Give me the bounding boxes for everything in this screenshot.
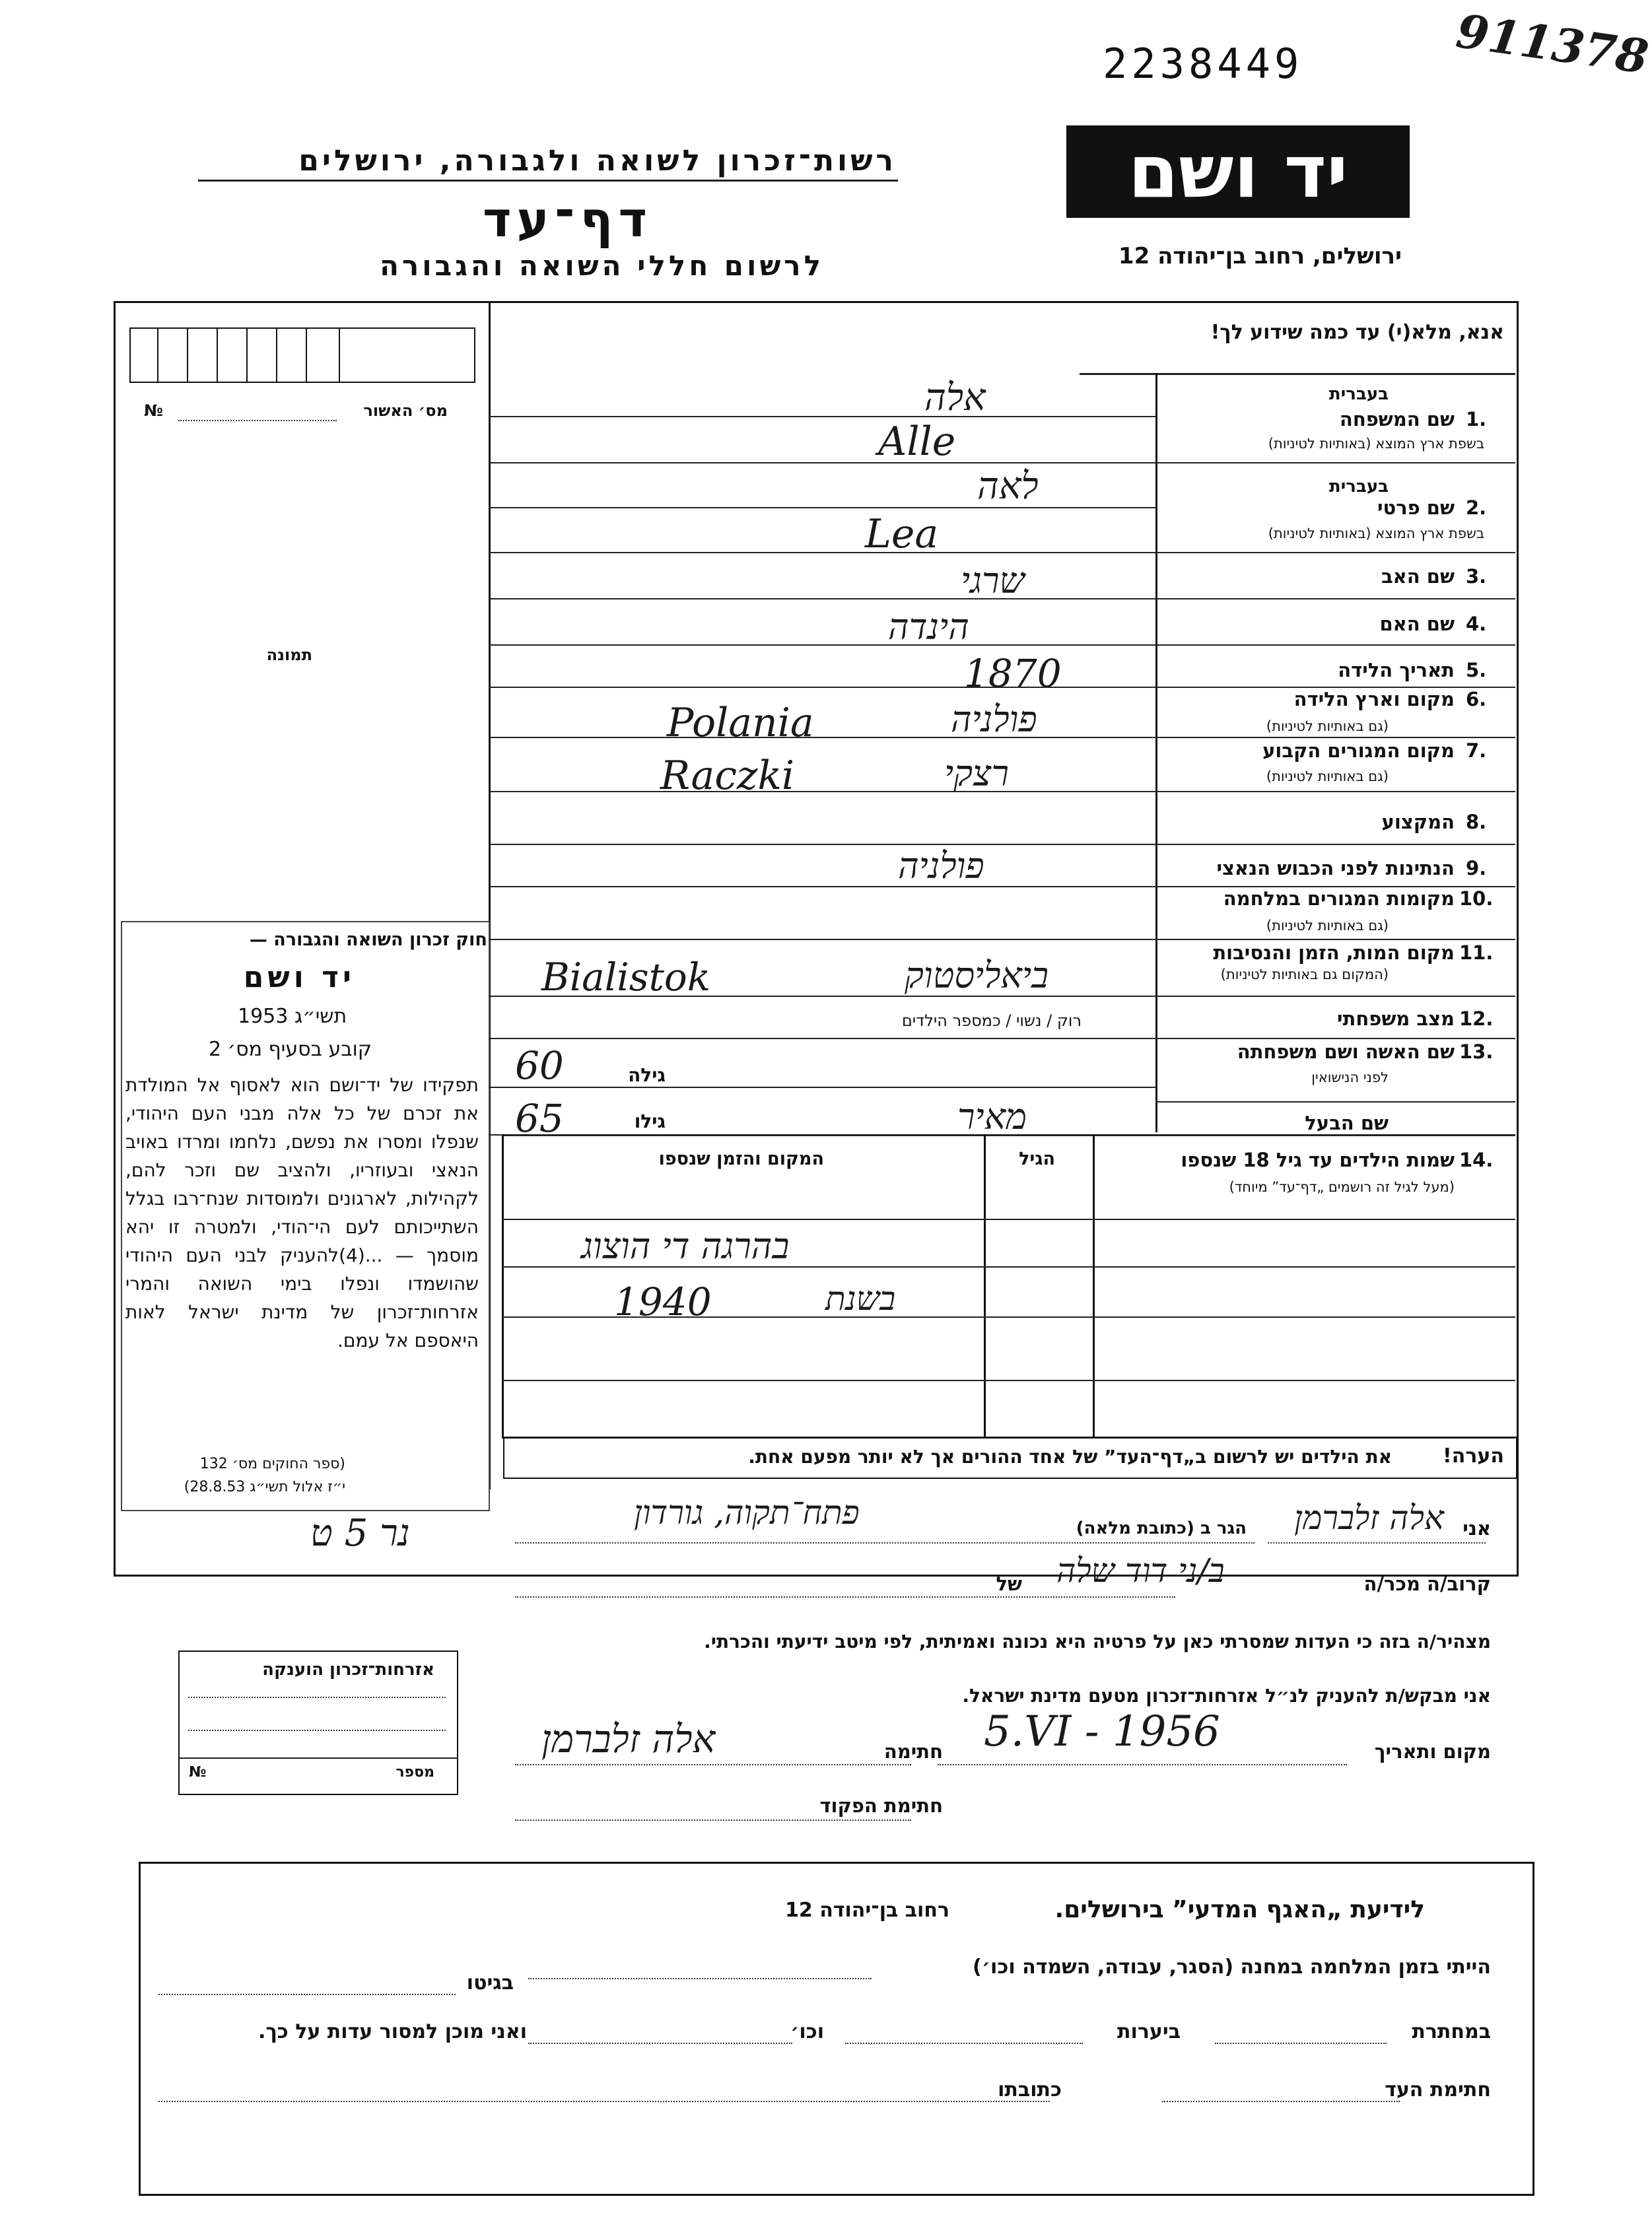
- f9-num: 9.: [1466, 857, 1487, 879]
- husband-age-label: גילו: [634, 1110, 666, 1132]
- institution-name: רשות־זכרון לשואה ולגבורה, ירושלים: [298, 144, 897, 178]
- f1-sub: בשפת ארץ המוצא (באותיות לטיניות): [1268, 436, 1484, 452]
- law-source-2: י״ז אלול תשי״ג 28.8.53): [184, 1479, 345, 1495]
- f7-label: מקום המגורים הקבוע: [1262, 739, 1455, 762]
- f7-sub: (גם באותיות לטיניות): [1266, 768, 1389, 784]
- law-clause: קובע בסעיף מס׳ 2: [209, 1038, 372, 1061]
- header-divider: [1080, 373, 1515, 375]
- decl-declarant: אלה זלברמן: [1294, 1499, 1444, 1537]
- citizenship-number-label: מספר: [396, 1764, 434, 1781]
- children-top-line: [502, 1134, 1515, 1136]
- f2-value-lat: Lea: [865, 511, 939, 557]
- children-num: 14.: [1459, 1149, 1494, 1171]
- children-col-place-label: המקום והזמן שנספו: [658, 1149, 824, 1169]
- f13-age-value: 60: [515, 1043, 564, 1088]
- decl-officer-line: [515, 1820, 911, 1821]
- husband-label: שם הבעל: [1305, 1112, 1389, 1134]
- decl-statement: מצהיר/ה בזה כי העדות שמסרתי כאן על פרטיה היא נכונה ואמיתית, לפי מיטב ידיעתי והכרתי.: [704, 1631, 1491, 1652]
- children-row-3: [502, 1380, 1515, 1381]
- decl-address-line: [515, 1542, 1255, 1544]
- approval-label: מס׳ האשור: [363, 401, 448, 420]
- f11-label: מקום המות, הזמן והנסיבות: [1213, 941, 1455, 964]
- decl-officer-label: חתימת הפקוד: [819, 1794, 943, 1817]
- row-sep-f2: [1155, 462, 1515, 463]
- children-subtitle: (מעל לגיל זה רושמים „דף־עד” מיוחד): [1229, 1179, 1455, 1195]
- f13-num: 13.: [1459, 1040, 1494, 1063]
- law-year: תשי״ג 1953: [238, 1005, 347, 1028]
- citizenship-line-1: [188, 1697, 446, 1698]
- form-subtitle: לרשום חללי השואה והגבורה: [380, 250, 824, 282]
- footer-address-label: כתובתו: [998, 2078, 1062, 2101]
- f3-label: שם האב: [1381, 565, 1455, 588]
- decl-shel: של: [996, 1573, 1022, 1595]
- husband-value: מאיר: [957, 1096, 1027, 1138]
- f3-value: שרגי: [961, 560, 1025, 601]
- f11-sub: (המקום גם באותיות לטיניות): [1220, 967, 1389, 982]
- f11-value-heb: ביאליסטוק: [905, 955, 1049, 996]
- law-source-1: (ספר החוקים מס׳ 132: [199, 1456, 345, 1472]
- footer-etc: וכו׳: [790, 2020, 824, 2043]
- doc-number: 2238449: [1103, 40, 1303, 88]
- law-title: חוק זכרון השואה והגבורה —: [249, 930, 487, 950]
- label-column-divider: [1155, 373, 1157, 1132]
- value-line-1: [489, 416, 1155, 417]
- f10-label: מקומות המגורים במלחמה: [1223, 887, 1455, 910]
- value-line-10: [489, 844, 1155, 845]
- f7-value-heb: רצקי: [944, 753, 1009, 794]
- footer-address: רחוב בן־יהודה 12: [785, 1899, 949, 1922]
- footer-underground: במחתרת: [1412, 2020, 1491, 2043]
- citizenship-no: №: [189, 1764, 207, 1781]
- f10-sub: (גם באותיות לטיניות): [1266, 918, 1389, 934]
- value-line-3: [489, 507, 1155, 508]
- footer-address-fill: [158, 2101, 1050, 2102]
- f2-heb: בעברית: [1328, 477, 1389, 496]
- footer-ready: ואני מוכן למסור עדות על כך.: [258, 2020, 527, 2043]
- footer-ghetto-fill: [158, 1994, 456, 1995]
- f8-label: המקצוע: [1381, 811, 1455, 833]
- value-line-15: [489, 1087, 1155, 1088]
- f12-options: רוק / נשוי / כמספר הילדים: [901, 1011, 1082, 1030]
- decl-signature-line: [515, 1764, 911, 1765]
- value-line-14: [489, 1038, 1155, 1039]
- children-date-value: 1940: [614, 1279, 712, 1324]
- decl-resident: הגר ב (כתובת מלאה): [1076, 1518, 1247, 1538]
- footer-line1-fill: [528, 1978, 872, 1979]
- institution-underline: [198, 180, 898, 182]
- decl-relation: ב/ני דוד שלה: [1056, 1551, 1225, 1590]
- f2-num: 2.: [1466, 496, 1487, 519]
- f5-value: 1870: [964, 651, 1062, 696]
- f13-age-label: גילה: [628, 1064, 666, 1086]
- f6-value-lat: Polania: [667, 700, 814, 746]
- decl-place-date-value: 5.VI - 1956: [984, 1707, 1220, 1756]
- f4-num: 4.: [1466, 613, 1487, 635]
- f4-value: הינדה: [888, 606, 969, 648]
- photo-label: תמונה: [266, 646, 312, 664]
- f5-num: 5.: [1466, 659, 1487, 681]
- value-line-4: [489, 552, 1155, 553]
- f9-value: פולניה: [898, 845, 984, 887]
- children-header-line: [502, 1219, 1515, 1220]
- footer-witness-fill: [1162, 2101, 1400, 2102]
- footer-line1: הייתי בזמן המלחמה במחנה (הסגר, עבודה, השמדה וכו׳): [973, 1956, 1491, 1979]
- note-text: את הילדים יש לרשום ב„דף־העד” של אחד ההורים אך לא יותר מפעם אחת.: [748, 1446, 1392, 1468]
- row-sep-f10: [1155, 886, 1515, 887]
- f1-value-heb: אלה: [924, 376, 986, 419]
- value-line-12: [489, 939, 1155, 940]
- row-sep-f5: [1155, 644, 1515, 646]
- row-sep-f11: [1155, 939, 1515, 940]
- f2-sub: בשפת ארץ המוצא (באותיות לטיניות): [1268, 526, 1484, 541]
- f6-sub: (גם באותיות לטיניות): [1266, 718, 1389, 734]
- decl-signature-value: אלה זלברמן: [541, 1717, 716, 1761]
- children-col-place: [984, 1134, 986, 1437]
- footer-forests: ביערות: [1117, 2020, 1181, 2043]
- address: ירושלים, רחוב בן־יהודה 12: [1118, 243, 1402, 269]
- children-col-age-label: הגיל: [1019, 1149, 1055, 1169]
- f12-num: 12.: [1459, 1007, 1494, 1030]
- f10-num: 10.: [1459, 887, 1494, 910]
- children-col-age: [1093, 1134, 1095, 1437]
- f1-num: 1.: [1466, 408, 1487, 430]
- children-title: שמות הילדים עד גיל 18 שנספו: [1181, 1149, 1455, 1171]
- footer-etc-fill: [528, 2043, 792, 2044]
- row-sep-f4: [1155, 598, 1515, 599]
- yad-vashem-logo: יד ושם: [1066, 125, 1410, 218]
- f7-num: 7.: [1466, 739, 1487, 762]
- row-sep-f6: [1155, 687, 1515, 688]
- footer-witness-sig: חתימת העד: [1385, 2078, 1491, 2101]
- f13-sub: לפני הנישואין: [1311, 1070, 1389, 1085]
- f1-value-lat: Alle: [878, 419, 956, 465]
- decl-place-date-line: [938, 1764, 1347, 1765]
- children-place-value: בהרגה די הוצוג: [581, 1225, 790, 1267]
- decl-declarant-line: [1268, 1542, 1486, 1544]
- decl-place-date-label: מקום ותאריך: [1374, 1740, 1491, 1763]
- f5-label: תאריך הלידה: [1338, 659, 1455, 681]
- approval-line: [178, 420, 337, 421]
- note-label: הערה!: [1443, 1445, 1504, 1468]
- decl-relation-line: [515, 1596, 1175, 1598]
- f11-value-lat: Bialistok: [541, 955, 710, 1000]
- decl-signature-label: חתימה: [883, 1740, 943, 1763]
- row-sep-f8: [1155, 791, 1515, 792]
- row-sep-husband: [1155, 1101, 1515, 1103]
- row-sep-f3: [1155, 552, 1515, 553]
- f2-value-heb: לאה: [977, 465, 1039, 508]
- f6-value-heb: פולניה: [951, 698, 1037, 740]
- value-line-11: [489, 886, 1155, 887]
- f3-num: 3.: [1466, 565, 1487, 588]
- f4-label: שם האם: [1379, 613, 1455, 635]
- f6-num: 6.: [1466, 688, 1487, 710]
- footer-title: לידיעת „האגף המדעי” בירושלים.: [1054, 1896, 1425, 1923]
- f11-num: 11.: [1459, 941, 1494, 964]
- husband-age-value: 65: [515, 1096, 564, 1141]
- children-date-label: בשנת: [825, 1279, 896, 1318]
- citizenship-title: אזרחות־זכרון הוענקה: [262, 1660, 434, 1680]
- children-col-left: [502, 1134, 504, 1437]
- value-line-5: [489, 598, 1155, 599]
- f6-label: מקום וארץ הלידה: [1293, 688, 1455, 710]
- footer-forests-fill: [845, 2043, 1083, 2044]
- row-sep-f12: [1155, 996, 1515, 997]
- footer-underground-fill: [1215, 2043, 1387, 2044]
- row-sep-f13: [1155, 1038, 1515, 1039]
- citizenship-line-2: [188, 1730, 446, 1731]
- row-sep-f9: [1155, 844, 1515, 845]
- instructions: אנא, מלא(י) עד כמה שידוע לך!: [1210, 321, 1504, 344]
- decl-relative: קרוב/ה מכר/ה: [1363, 1573, 1491, 1595]
- value-line-8: [489, 737, 1155, 738]
- value-line-6: [489, 644, 1155, 646]
- decl-request: אני מבקש/ת להעניק לנ״ל אזרחות־זכרון מטעם מדינת ישראל.: [962, 1685, 1491, 1707]
- decl-ani: אני: [1463, 1517, 1491, 1540]
- footer-ghetto: בגיטו: [466, 1971, 514, 1994]
- handwritten-ref: 911378: [1453, 3, 1652, 85]
- decl-side-hand: נר 5 ט: [310, 1512, 410, 1555]
- law-text: תפקידו של יד־ושם הוא לאסוף אל המולדת את זכרם של כל אלה מבני העם היהודי, שנפלו ומסרו את נפשם, נלחמו ומרדו באויב הנאצי ובעוזריו, ולהציב שם וזכר להם, לקהילות, לארגונים ולמוסדות שנח־רבו בגלל השתייכותם לעם הי־הודי, ולמטרה זו יהא מוסמך — ...(4)להעניק לבני העם היהודי שהושמדו ונפלו בימי השואה והמרי אזרחות־זכרון של מדינת ישראל לאות היאספם אל עמם.: [125, 1074, 479, 1351]
- decl-address: פתח־תקוה, גורדון: [634, 1493, 860, 1532]
- value-line-9: [489, 791, 1155, 792]
- f7-value-lat: Raczki: [660, 753, 795, 799]
- value-line-2: [489, 462, 1155, 463]
- row-sep-f7: [1155, 737, 1515, 738]
- f12-label: מצב משפחתי: [1336, 1007, 1455, 1030]
- f9-label: הנתינות לפני הכבוש הנאצי: [1216, 857, 1455, 879]
- f13-label: שם האשה ושם משפחתה: [1237, 1040, 1455, 1063]
- f2-label: שם פרטי: [1377, 496, 1455, 519]
- citizenship-divider: [178, 1757, 458, 1759]
- form-title: דף־עד: [483, 191, 652, 248]
- law-logo: יד ושם: [243, 961, 355, 994]
- approval-boxes: [129, 327, 475, 383]
- f1-label: שם המשפחה: [1339, 408, 1455, 430]
- f8-num: 8.: [1466, 811, 1487, 833]
- approval-no: №: [144, 401, 163, 420]
- f1-heb: בעברית: [1328, 384, 1389, 404]
